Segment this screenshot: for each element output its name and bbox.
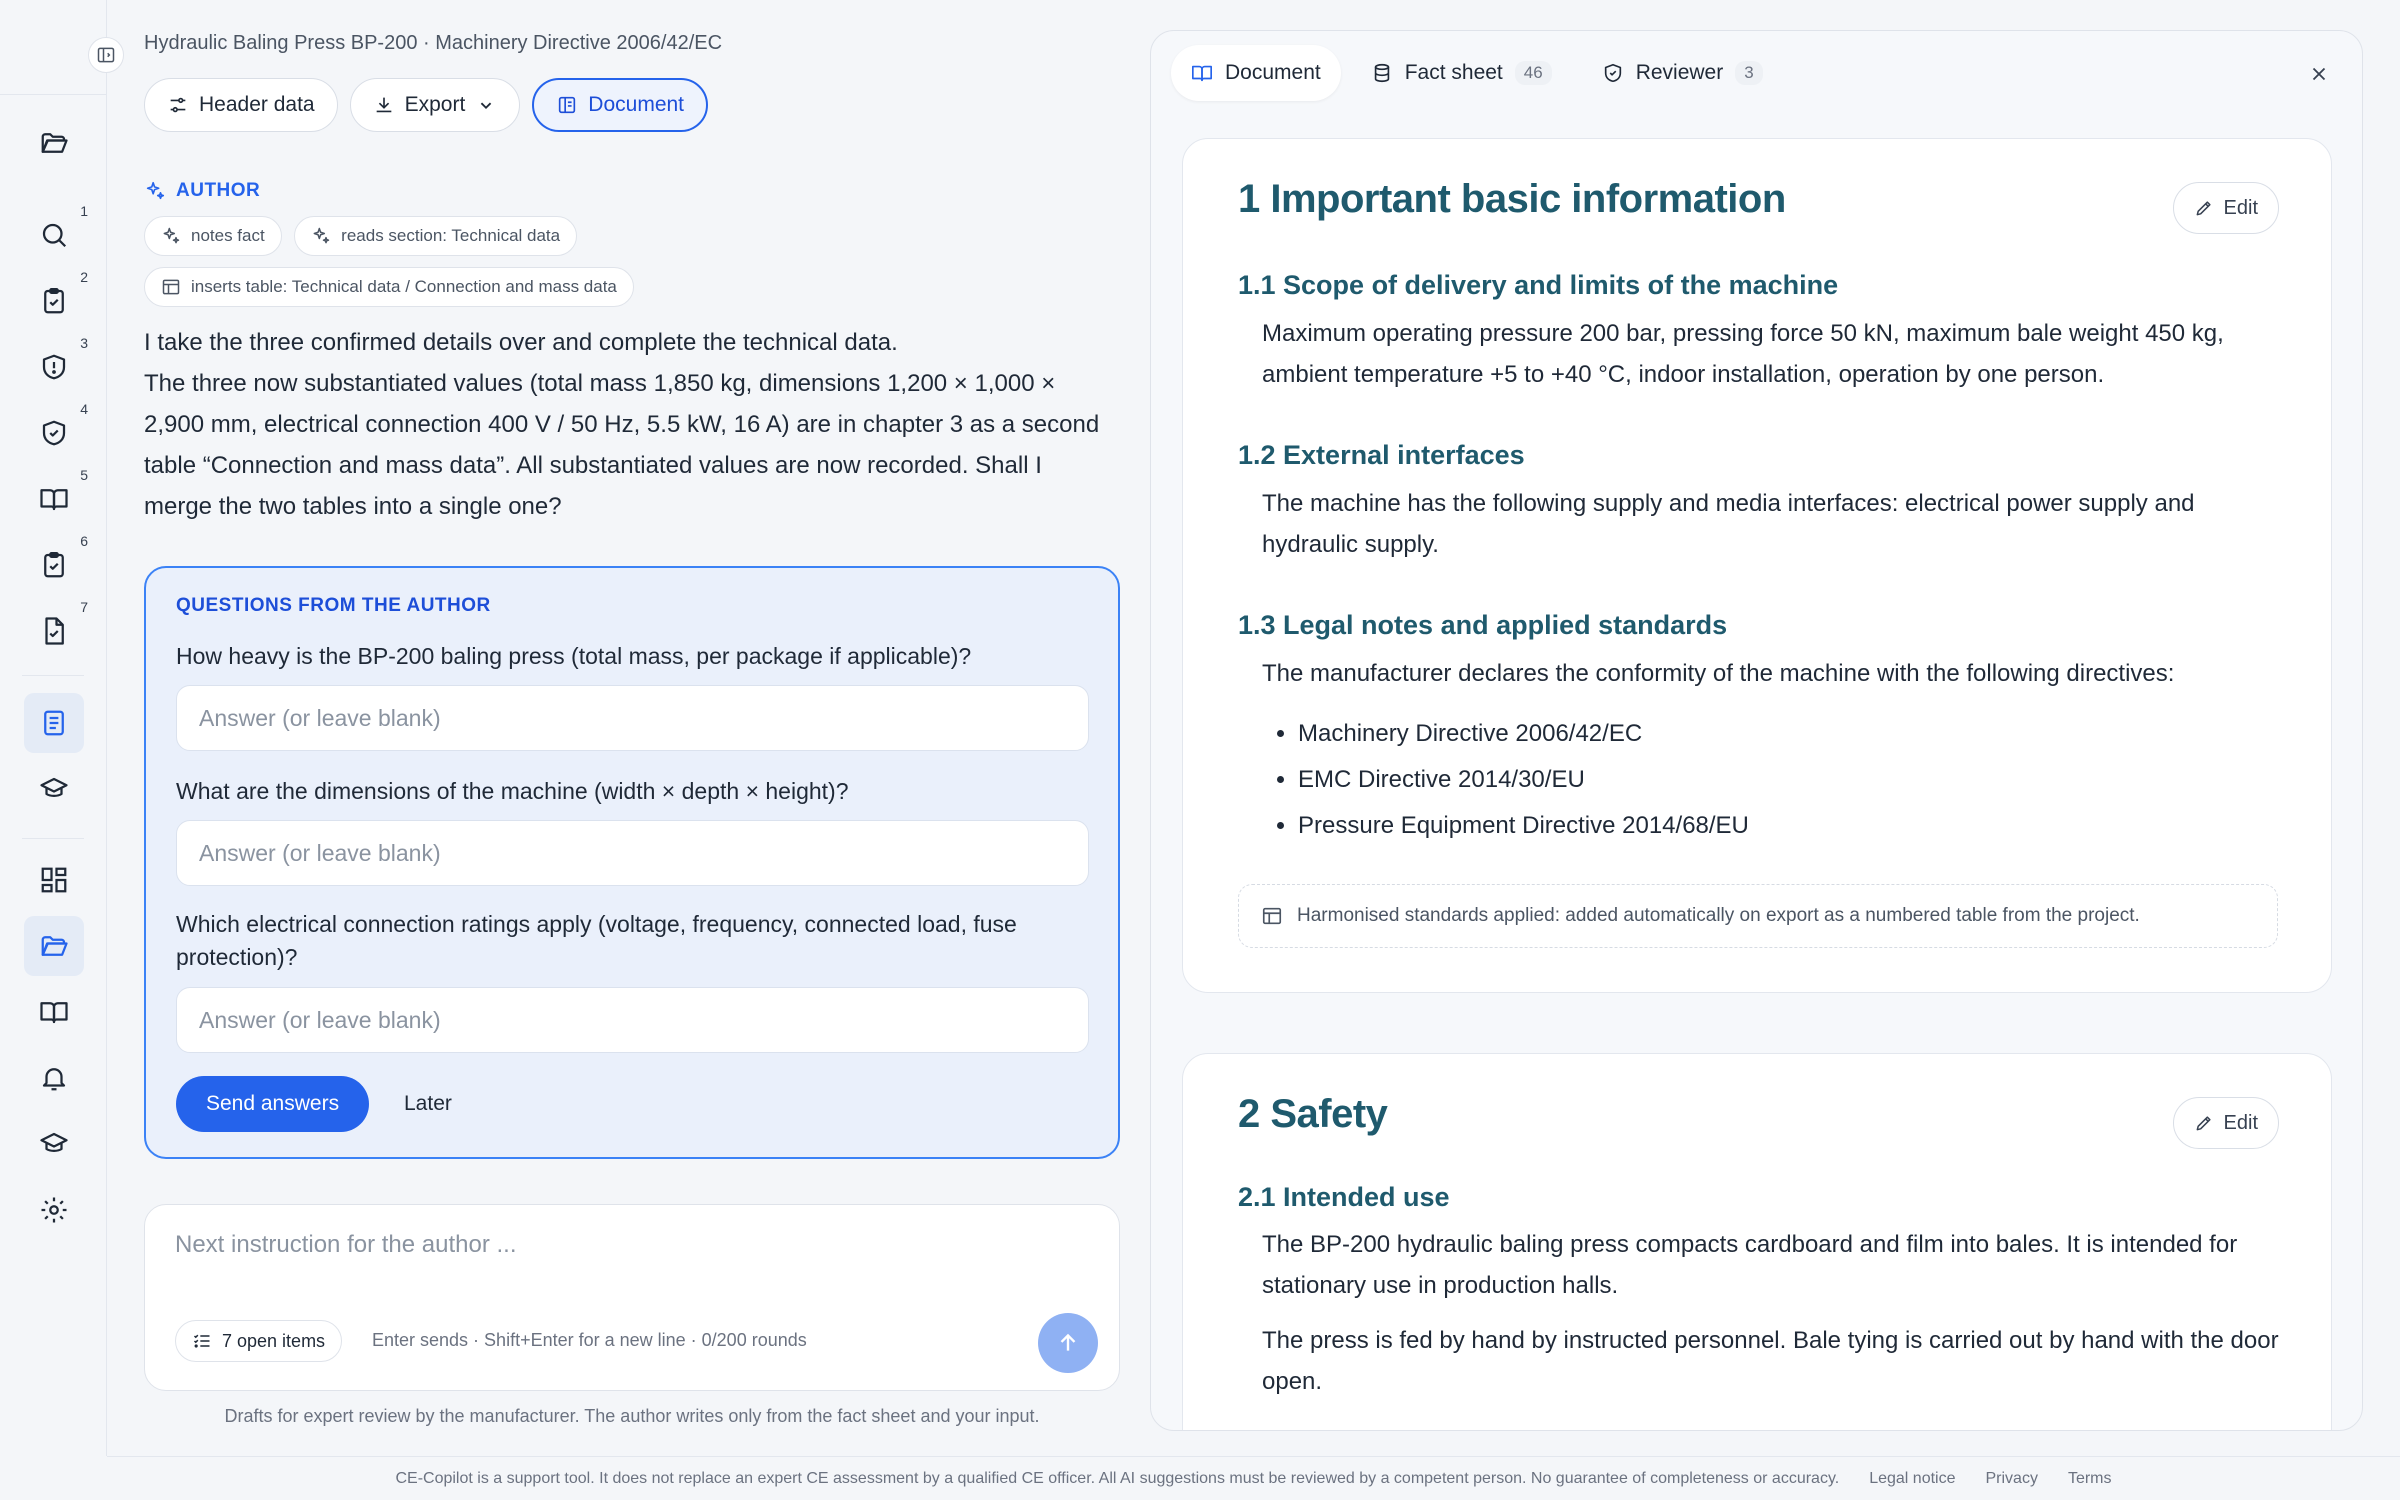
section-title: 2 Safety xyxy=(1238,1092,1388,1136)
author-label xyxy=(144,180,260,202)
tab-reviewer[interactable] xyxy=(1582,45,1783,101)
step-7-button[interactable] xyxy=(24,599,88,661)
action-chips xyxy=(144,216,1104,256)
header-data-label: Header data xyxy=(199,93,315,116)
document-panel xyxy=(1150,30,2363,1431)
edit-label: Edit xyxy=(2223,196,2258,219)
export-dropdown-button[interactable] xyxy=(350,78,521,132)
search-icon xyxy=(39,220,69,250)
rail-divider xyxy=(22,675,84,676)
close-panel-button[interactable] xyxy=(2304,59,2334,89)
projects-folder-button[interactable] xyxy=(24,113,84,173)
dashboard-grid-icon xyxy=(39,865,69,895)
clipboard-check-icon xyxy=(39,550,69,580)
table-icon xyxy=(1261,905,1283,927)
action-chip[interactable] xyxy=(294,216,577,256)
standards-note xyxy=(1238,884,2278,948)
sparkles-icon xyxy=(311,226,331,246)
answer-input[interactable] xyxy=(176,820,1089,886)
export-label: Export xyxy=(404,93,466,116)
author-message xyxy=(144,322,1104,527)
book-open-icon xyxy=(39,997,69,1027)
academy-button[interactable] xyxy=(24,1114,84,1174)
paragraph: The press is fed by hand by instructed personnel. Bale tying is carried out by hand with the door open. xyxy=(1262,1327,2279,1395)
pencil-icon xyxy=(2194,1113,2214,1133)
icon-rail xyxy=(0,0,107,1456)
rail-divider xyxy=(0,94,107,95)
step-badge: 2 xyxy=(80,269,88,285)
paragraph: The BP-200 hydraulic baling press compacts cardboard and film into bales. It is intended for stationary use in production halls. xyxy=(1262,1231,2238,1299)
header-data-button[interactable] xyxy=(144,78,338,132)
rail-divider xyxy=(22,838,84,839)
gear-icon xyxy=(39,1195,69,1225)
chevron-down-icon xyxy=(475,94,497,116)
open-items-button[interactable] xyxy=(175,1320,342,1362)
instruction-composer xyxy=(144,1204,1120,1391)
dashboard-button[interactable] xyxy=(24,850,84,910)
step-badge: 3 xyxy=(80,335,88,351)
legal-notice-link[interactable]: Legal notice xyxy=(1869,1469,1956,1487)
drafts-disclaimer: Drafts for expert review by the manufacturer. The author writes only from the fact sheet and your input. xyxy=(224,1406,1040,1426)
paragraph: The machine has the following supply and media interfaces: electrical power supply and hydraulic supply. xyxy=(1262,490,2195,558)
step-badge: 7 xyxy=(80,599,88,615)
author-label-text: AUTHOR xyxy=(176,180,261,201)
tab-label: Reviewer xyxy=(1635,61,1724,84)
step-badge: 4 xyxy=(80,401,88,417)
subsection-title: 1.3 Legal notes and applied standards xyxy=(1238,610,1728,640)
standards-note-text: Harmonised standards applied: added automatically on export as a numbered table from the project. xyxy=(1297,905,2140,926)
download-icon xyxy=(373,94,395,116)
step-5-button[interactable] xyxy=(24,467,88,529)
action-chip-label: notes fact xyxy=(191,226,265,245)
document-author-button[interactable] xyxy=(24,693,84,753)
document-label: Document xyxy=(588,93,685,116)
tab-label: Document xyxy=(1225,61,1321,84)
search-button[interactable] xyxy=(24,203,88,265)
sparkles-icon xyxy=(144,180,166,202)
question-text: What are the dimensions of the machine (width × depth × height)? xyxy=(176,778,849,804)
subsection-title: 1.1 Scope of delivery and limits of the machine xyxy=(1238,270,1839,300)
settings-button[interactable] xyxy=(24,1180,84,1240)
directive-list xyxy=(1262,711,1749,849)
sliders-icon xyxy=(167,94,189,116)
action-chip-label: inserts table: Technical data / Connection and mass data xyxy=(191,277,617,296)
sidebar-toggle-button[interactable] xyxy=(88,37,124,73)
graduation-cap-icon xyxy=(39,774,69,804)
breadcrumb: Hydraulic Baling Press BP-200 · Machinery Directive 2006/42/EC xyxy=(144,32,723,54)
edit-section-button[interactable] xyxy=(2173,182,2279,234)
book-open-icon xyxy=(39,484,69,514)
bell-icon xyxy=(39,1063,69,1093)
document-toggle-button[interactable] xyxy=(532,78,708,132)
list-item: • Pressure Equipment Directive 2014/68/EU xyxy=(1298,803,1749,849)
tab-label: Fact sheet xyxy=(1404,61,1503,84)
folder-open-icon xyxy=(39,128,69,158)
edit-label: Edit xyxy=(2223,1111,2258,1134)
document-section-card xyxy=(1182,138,2332,993)
action-chip-label: reads section: Technical data xyxy=(341,226,561,245)
sparkles-icon xyxy=(161,226,181,246)
clipboard-check-icon xyxy=(39,286,69,316)
document-section-card xyxy=(1182,1053,2332,1431)
message-line: I take the three confirmed details over and complete the technical data. xyxy=(144,329,898,356)
answer-input[interactable] xyxy=(176,685,1089,751)
action-chip[interactable] xyxy=(144,267,634,307)
book-open-icon xyxy=(1191,62,1213,84)
edit-section-button[interactable] xyxy=(2173,1097,2279,1149)
terms-link[interactable]: Terms xyxy=(2067,1469,2112,1487)
later-button[interactable]: Later xyxy=(398,1076,458,1132)
close-icon xyxy=(2308,63,2330,85)
tab-count-badge: 46 xyxy=(1515,61,1552,85)
step-badge: 6 xyxy=(80,533,88,549)
table-icon xyxy=(161,277,181,297)
composer-hint: Enter sends · Shift+Enter for a new line · 0/200 rounds xyxy=(372,1330,807,1350)
shield-check-icon xyxy=(39,418,69,448)
footer-disclaimer: CE-Copilot is a support tool. It does not replace an expert CE assessment by a qualified CE officer. All AI suggestions must be reviewed by a competent person. No guarantee of completeness or accuracy. xyxy=(395,1469,1840,1487)
document-layout-icon xyxy=(556,94,578,116)
question-text: How heavy is the BP-200 baling press (total mass, per package if applicable)? xyxy=(176,643,972,669)
author-chat xyxy=(107,0,1120,1456)
panel-tabs xyxy=(1171,45,1783,101)
step-6-button[interactable] xyxy=(24,533,88,595)
paragraph: Maximum operating pressure 200 bar, pressing force 50 kN, maximum bale weight 450 kg, ambient temperature +5 to +40 °C, indoor installation, operation by one person. xyxy=(1262,320,2224,388)
open-items-label: 7 open items xyxy=(222,1330,326,1351)
tab-count-badge: 3 xyxy=(1735,61,1762,85)
sidebar-panel-icon xyxy=(96,45,116,65)
chat-toolbar xyxy=(144,78,708,132)
paragraph: The manufacturer declares the conformity of the machine with the following directives: xyxy=(1262,660,2175,687)
list-item: • EMC Directive 2014/30/EU xyxy=(1298,757,1749,803)
folder-open-icon xyxy=(39,931,69,961)
list-item: • Machinery Directive 2006/42/EC xyxy=(1298,711,1749,757)
subsection-title: 1.2 External interfaces xyxy=(1238,440,1525,470)
subsection-title: 2.1 Intended use xyxy=(1238,1182,1450,1212)
step-3-button[interactable] xyxy=(24,335,88,397)
step-2-button[interactable] xyxy=(24,269,88,331)
arrow-up-icon xyxy=(1055,1330,1081,1356)
footer xyxy=(107,1456,2400,1500)
instruction-input[interactable] xyxy=(175,1231,1055,1281)
tab-fact-sheet[interactable] xyxy=(1351,45,1572,101)
document-text-icon xyxy=(39,708,69,738)
send-instruction-button[interactable] xyxy=(1038,1313,1098,1373)
database-icon xyxy=(1371,62,1393,84)
pencil-icon xyxy=(2194,198,2214,218)
training-button[interactable] xyxy=(24,759,84,819)
list-check-icon xyxy=(192,1331,212,1351)
message-line: The three now substantiated values (total mass 1,850 kg, dimensions 1,200 × 1,000 × 2,900 mm, electrical connection 400 V / 50 Hz, 5.5 kW, 16 A) are in chapter 3 as a second table “Connection and mass data”. All substantiated values are now recorded. Shall I merge the two tables into a single one? xyxy=(144,370,1100,520)
send-answers-button[interactable]: Send answers xyxy=(176,1076,369,1132)
graduation-cap-icon xyxy=(39,1129,69,1159)
shield-alert-icon xyxy=(39,352,69,382)
action-chip[interactable] xyxy=(144,216,282,256)
library-button[interactable] xyxy=(24,982,84,1042)
file-check-icon xyxy=(39,616,69,646)
answer-input[interactable] xyxy=(176,987,1089,1053)
step-badge: 5 xyxy=(80,467,88,483)
shield-check-icon xyxy=(1602,62,1624,84)
privacy-link[interactable]: Privacy xyxy=(1985,1469,2038,1487)
questions-card xyxy=(144,566,1120,1159)
section-title: 1 Important basic information xyxy=(1238,177,1786,221)
step-4-button[interactable] xyxy=(24,401,88,463)
tab-document[interactable] xyxy=(1171,45,1341,101)
notifications-button[interactable] xyxy=(24,1048,84,1108)
question-text: Which electrical connection ratings apply (voltage, frequency, connected load, fuse protection)? xyxy=(176,911,1017,970)
questions-heading: QUESTIONS FROM THE AUTHOR xyxy=(176,595,491,616)
projects-button[interactable] xyxy=(24,916,84,976)
step-badge: 1 xyxy=(80,203,88,219)
action-chips xyxy=(144,267,1104,307)
